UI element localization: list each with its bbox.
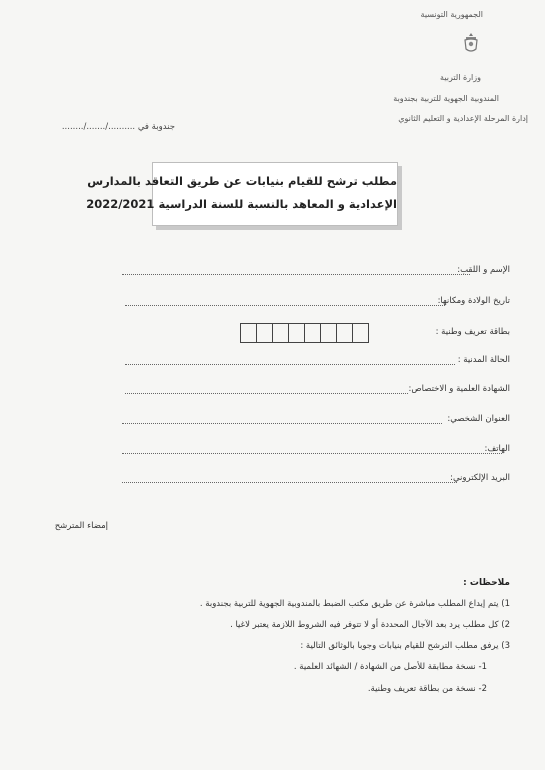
id-digit-box[interactable]	[304, 323, 321, 343]
ministry-label: وزارة التربية	[440, 73, 481, 82]
id-digit-box[interactable]	[352, 323, 369, 343]
address-input-line[interactable]	[122, 423, 442, 424]
id-card-label: بطاقة تعريف وطنية :	[435, 327, 510, 337]
republic-label: الجمهورية التونسية	[420, 10, 483, 19]
email-input-line[interactable]	[122, 482, 457, 483]
name-input-line[interactable]	[122, 274, 470, 275]
notes-title: ملاحظات :	[463, 578, 510, 588]
email-label: البريد الإلكتروني:	[450, 473, 510, 483]
title-box	[86, 162, 398, 226]
note-3a: 1- نسخة مطابقة للأصل من الشهادة / الشهائد العلمية .	[293, 662, 487, 672]
civil-status-input-line[interactable]	[125, 364, 455, 365]
title-line-2: الإعدادية و المعاهد بالنسبة للسنة الدراسية 2022/2021	[86, 197, 397, 211]
birth-input-line[interactable]	[125, 305, 445, 306]
id-digit-box[interactable]	[240, 323, 257, 343]
birth-label: تاريخ الولادة ومكانها:	[437, 296, 510, 306]
address-label: العنوان الشخصي:	[447, 414, 510, 424]
id-card-boxes[interactable]	[240, 323, 368, 343]
phone-input-line[interactable]	[122, 453, 502, 454]
id-digit-box[interactable]	[336, 323, 353, 343]
phone-label: الهاتف:	[484, 444, 510, 454]
civil-status-label: الحالة المدنية :	[457, 355, 510, 365]
date-line: جندوبة في ........../......./........	[61, 122, 175, 132]
note-3: 3) يرفق مطلب الترشح للقيام بنيابات وجوبا بالوثائق التالية :	[300, 641, 510, 651]
note-1: 1) يتم إيداع المطلب مباشرة عن طريق مكتب الضبط بالمندوبية الجهوية للتربية بجندوبة .	[199, 599, 510, 609]
degree-label: الشهادة العلمية و الاختصاص:	[408, 384, 510, 394]
emblem-icon	[462, 32, 480, 54]
note-3b: 2- نسخة من بطاقة تعريف وطنية.	[367, 684, 487, 694]
signature-label: إمضاء المترشح	[54, 521, 108, 531]
id-digit-box[interactable]	[256, 323, 273, 343]
department-label: إدارة المرحلة الإعدادية و التعليم الثانوي	[398, 114, 528, 123]
note-2: 2) كل مطلب يرد بعد الآجال المحددة أو لا تتوفر فيه الشروط اللازمة يعتبر لاغيا .	[230, 620, 510, 630]
id-digit-box[interactable]	[288, 323, 305, 343]
regional-office-label: المندوبية الجهوية للتربية بجندوبة	[393, 94, 499, 103]
id-digit-box[interactable]	[272, 323, 289, 343]
title-line-1: مطلب ترشح للقيام بنيابات عن طريق التعاقد بالمدارس	[87, 174, 397, 188]
name-label: الإسم و اللقب:	[457, 265, 510, 275]
id-digit-box[interactable]	[320, 323, 337, 343]
degree-input-line[interactable]	[125, 393, 408, 394]
